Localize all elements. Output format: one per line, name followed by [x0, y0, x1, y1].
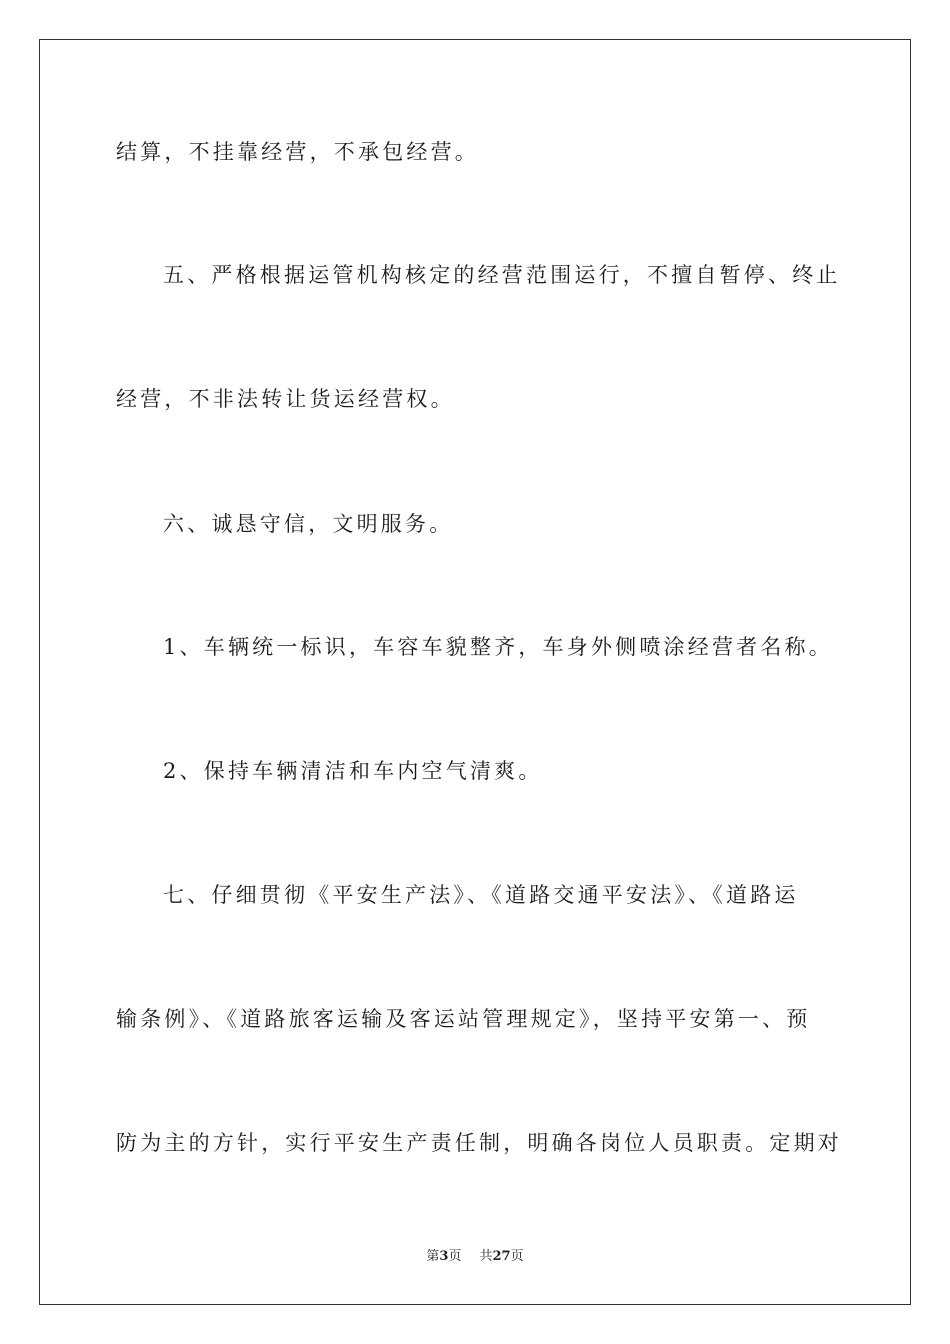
- text-line-9: 防为主的方针，实行平安生产责任制，明确各岗位人员职责。定期对: [116, 1131, 842, 1155]
- text-line-6: 2、保持车辆清洁和车内空气清爽。: [163, 759, 543, 783]
- footer-total-suffix: 页: [510, 1249, 524, 1264]
- footer-page-current: 3: [439, 1249, 449, 1264]
- page-border: [39, 39, 911, 1305]
- text-line-8: 输条例》、《道路旅客运输及客运站管理规定》，坚持平安第一、预: [116, 1007, 811, 1031]
- text-line-1: 结算，不挂靠经营，不承包经营。: [116, 140, 479, 164]
- text-line-7: 七、仔细贯彻《平安生产法》、《道路交通平安法》、《道路运: [163, 883, 799, 907]
- footer-total-prefix: 共: [479, 1249, 493, 1264]
- footer-page-suffix: 页: [448, 1249, 462, 1264]
- text-line-4: 六、诚恳守信，文明服务。: [163, 512, 454, 536]
- page-footer: [0, 1248, 950, 1266]
- text-line-2: 五、严格根据运管机构核定的经营范围运行，不擅自暂停、终止: [163, 263, 841, 287]
- text-line-3: 经营，不非法转让货运经营权。: [116, 387, 455, 411]
- text-line-5: 1、车辆统一标识，车容车貌整齐，车身外侧喷涂经营者名称。: [163, 635, 833, 659]
- footer-page-total: 27: [492, 1249, 511, 1264]
- footer-page-prefix: 第: [426, 1249, 440, 1264]
